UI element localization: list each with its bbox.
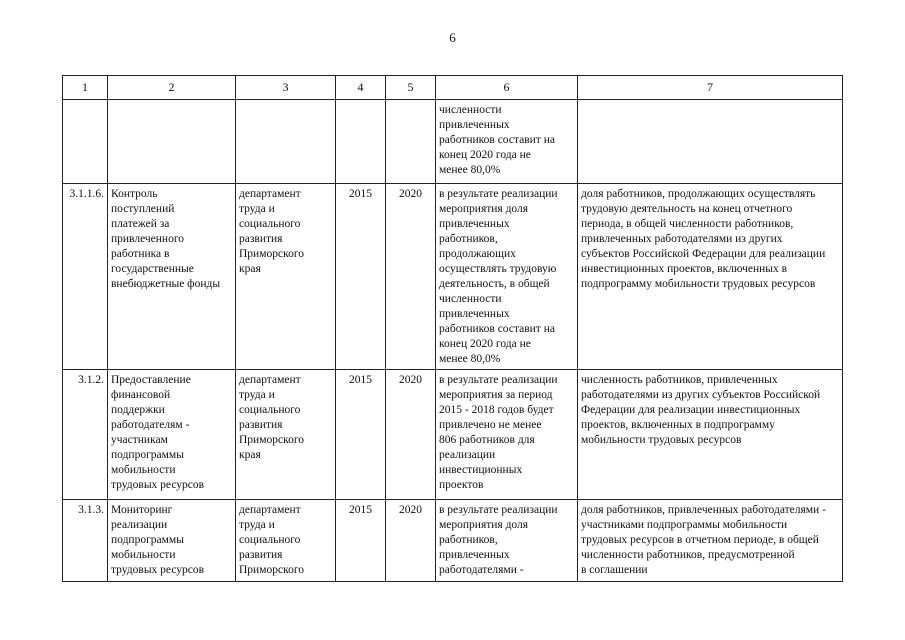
- indicator-cell: доля работников, продолжающих осуществлять трудовую деятельность на конец отчетного периода, в общей численности работников, привлеченных работодателями из других субъектов Российской Федерации для реализации инвестиционных проектов, включенных в подпрограмму мобильности трудовых ресурсов: [578, 184, 843, 370]
- end-year-cell: 2020: [386, 370, 436, 500]
- measure-name-cell: [108, 100, 236, 184]
- indicator-cell: [578, 100, 843, 184]
- executor-cell: департамент труда и социального развития Приморского: [236, 500, 336, 582]
- header-cell: 6: [436, 76, 578, 100]
- end-year-cell: [386, 100, 436, 184]
- start-year-cell: 2015: [336, 370, 386, 500]
- row-number-cell: [63, 100, 108, 184]
- executor-cell: департамент труда и социального развития Приморского края: [236, 370, 336, 500]
- measures-table: [62, 75, 843, 582]
- start-year-cell: 2015: [336, 500, 386, 582]
- indicator-cell: доля работников, привлеченных работодателями - участниками подпрограммы мобильности трудовых ресурсов в отчетном периоде, в общей численности работников, предусмотренной в соглашении: [578, 500, 843, 582]
- start-year-cell: [336, 100, 386, 184]
- measure-name-cell: Контроль поступлений платежей за привлеченного работника в государственные внебюджетные фонды: [108, 184, 236, 370]
- row-number-cell: 3.1.3.: [63, 500, 108, 582]
- header-cell: 1: [63, 76, 108, 100]
- header-cell: 7: [578, 76, 843, 100]
- header-cell: 2: [108, 76, 236, 100]
- measure-name-cell: Предоставление финансовой поддержки работодателям - участникам подпрограммы мобильности трудовых ресурсов: [108, 370, 236, 500]
- page-number: 6: [449, 30, 456, 45]
- start-year-cell: 2015: [336, 184, 386, 370]
- table-row: [63, 184, 843, 370]
- row-number-cell: 3.1.2.: [63, 370, 108, 500]
- header-cell: 3: [236, 76, 336, 100]
- expected-result-cell: численности привлеченных работников составит на конец 2020 года не менее 80,0%: [436, 100, 578, 184]
- table-row: [63, 500, 843, 582]
- executor-cell: [236, 100, 336, 184]
- expected-result-cell: в результате реализации мероприятия за период 2015 - 2018 годов будет привлечено не менее 806 работников для реализации инвестиционных проектов: [436, 370, 578, 500]
- expected-result-cell: в результате реализации мероприятия доля работников, привлеченных работодателями -: [436, 500, 578, 582]
- table-row: [63, 100, 843, 184]
- header-cell: 4: [336, 76, 386, 100]
- table-row: [63, 370, 843, 500]
- table-header-row: [63, 76, 843, 100]
- expected-result-cell: в результате реализации мероприятия доля привлеченных работников, продолжающих осуществлять трудовую деятельность, в общей численности привлеченных работников составит на конец 2020 года не менее 80,0%: [436, 184, 578, 370]
- indicator-cell: численность работников, привлеченных работодателями из других субъектов Российской Федерации для реализации инвестиционных проектов, включенных в подпрограмму мобильности трудовых ресурсов: [578, 370, 843, 500]
- row-number-cell: 3.1.1.6.: [63, 184, 108, 370]
- end-year-cell: 2020: [386, 184, 436, 370]
- measure-name-cell: Мониторинг реализации подпрограммы мобильности трудовых ресурсов: [108, 500, 236, 582]
- header-cell: 5: [386, 76, 436, 100]
- end-year-cell: 2020: [386, 500, 436, 582]
- executor-cell: департамент труда и социального развития Приморского края: [236, 184, 336, 370]
